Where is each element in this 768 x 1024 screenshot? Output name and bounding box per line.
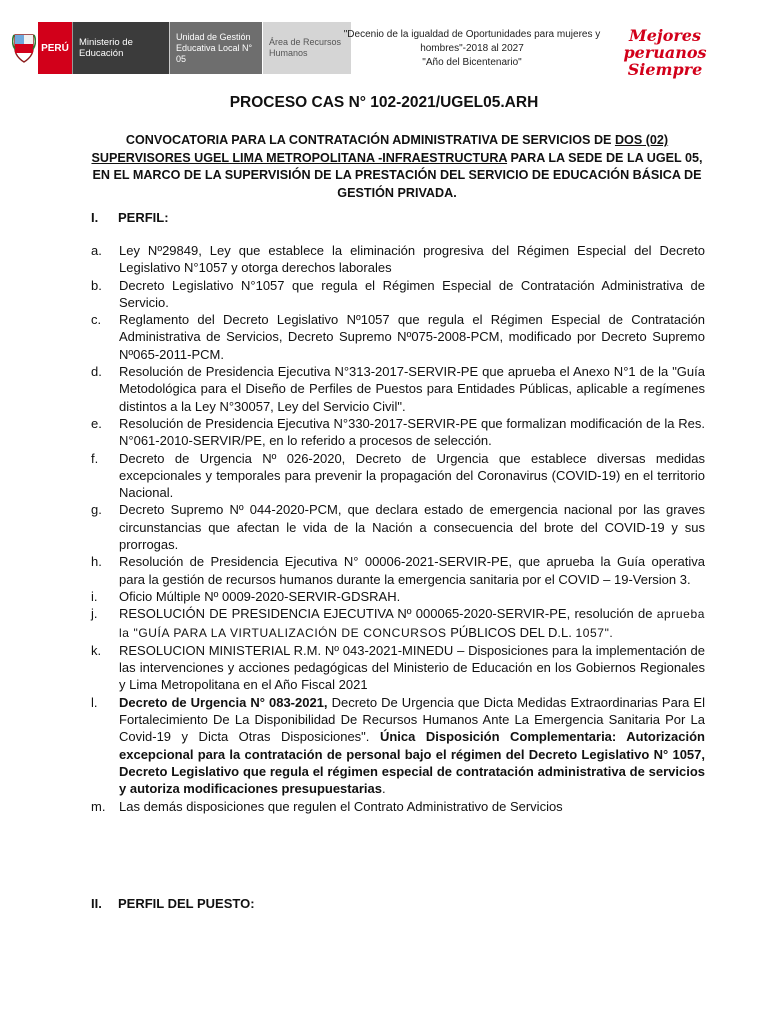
list-text-part: Decreto De Urgencia que Dicta Medidas Extraordinarias Para El Fortalecimiento De La Disponibilidad De Recursos Humanos Ante La Emergencia Sanitaria Por La Covid-19 y Dicta Otras Disposiciones".: [119, 694, 705, 745]
brand-logo: [622, 24, 708, 80]
section-1-title: PERFIL:: [118, 210, 169, 225]
convocatoria-part1: CONVOCATORIA PARA LA CONTRATACIÓN ADMINISTRATIVA DE SERVICIOS DE: [125, 133, 615, 147]
list-item: [91, 363, 705, 415]
list-marker: i.: [91, 588, 98, 604]
list-marker: d.: [91, 364, 102, 380]
list-marker: m.: [91, 798, 106, 814]
list-item: [91, 277, 705, 312]
list-text: RESOLUCION MINISTERIAL R.M. Nº 043-2021-MINEDU – Disposiciones para la implementación de las intervenciones y acciones pedagógicas del Ministerio de Educación en los Gobiernos Regionales y Lima Metropolitana en el Año Fiscal 2021: [119, 642, 705, 693]
convocatoria-heading: [90, 132, 704, 202]
brand-line1: Mejores: [629, 26, 701, 45]
list-text-part: .: [381, 781, 386, 797]
ministry-label: Ministerio de Educación: [72, 22, 169, 74]
list-marker: h.: [91, 554, 102, 570]
list-text: Decreto de Urgencia Nº 026-2020, Decreto de Urgencia que establece diversas medidas excepcionales y temporales para prevenir la propagación del Coronavirus (COVID-19) en el territorio Nacional.: [119, 450, 705, 501]
list-text: Reglamento del Decreto Legislativo Nº1057 que regula el Régimen Especial de Contratación Administrativa de Servicios, Decreto Supremo Nº075-2008-PCM, modificado por Decreto Supremo Nº065-2011-PCM.: [119, 312, 705, 362]
list-text: [119, 605, 705, 642]
list-text-part: aprueba la "GUÍA PARA LA VIRTUALIZACIÓN DE CONCURSOS: [119, 607, 705, 640]
list-text-part: RESOLUCIÓN DE PRESIDENCIA EJECUTIVA Nº 000065-2020-SERVIR-PE, resolución de: [119, 606, 657, 622]
list-marker: b.: [91, 277, 102, 293]
list-marker: f.: [91, 450, 99, 466]
list-item: [91, 501, 705, 553]
list-text: Las demás disposiciones que regulen el Contrato Administrativo de Servicios: [119, 798, 563, 814]
list-item: [91, 605, 705, 642]
list-marker: l.: [91, 694, 98, 710]
decenio-line1: "Decenio de la igualdad de Oportunidades para mujeres y hombres"-2018 al 2027: [343, 29, 601, 54]
list-text-part: PÚBLICOS DEL D.L.: [446, 624, 576, 640]
convocatoria-part2: PARA LA SEDE DE LA UGEL 05, EN EL MARCO DE LA SUPERVISIÓN DE LA PRESTACIÓN DEL SERVICIO DE EDUCACIÓN BÁSICA DE GESTIÓN PRIVADA.: [92, 150, 703, 200]
section-2-title: PERFIL DEL PUESTO:: [118, 896, 255, 911]
list-marker: j.: [91, 606, 98, 622]
list-item: [91, 311, 705, 363]
brand-line2: peruanos: [623, 43, 707, 62]
list-text: Ley Nº29849, Ley que establece la eliminación progresiva del Régimen Especial del Decreto Legislativo N°1057 y otorga derechos laborales: [119, 243, 705, 276]
section-1-heading: [91, 210, 169, 225]
section-2-heading: [91, 896, 255, 911]
unit-label: Unidad de Gestión Educativa Local N° 05: [169, 22, 262, 74]
section-2-number: II.: [91, 896, 102, 911]
decenio-text: [336, 28, 608, 70]
document-title: PROCESO CAS N° 102-2021/UGEL05.ARH: [229, 94, 539, 111]
legal-basis-list: [91, 242, 705, 815]
list-text: Resolución de Presidencia Ejecutiva N° 00006-2021-SERVIR-PE, que aprueba la Guía operativa para la gestión de recursos humanos durante la emergencia sanitaria por el COVID – 19-Version 3.: [119, 554, 705, 587]
area-label: Área de Recursos Humanos: [262, 22, 351, 74]
list-text: Resolución de Presidencia Ejecutiva N°330-2017-SERVIR-PE que formalizan modificación de la Res. N°061-2010-SERVIR/PE, en lo referido a procesos de selección.: [119, 415, 705, 449]
list-item: [91, 450, 705, 502]
list-marker: a.: [91, 243, 102, 258]
list-text-bold: Única Disposición Complementaria: Autorización excepcional para la contratación de personal bajo el régimen del Decreto Legislativo N° 1057, Decreto Legislativo que regula el régimen especial de contratación administrativa de servicios y autoriza modificaciones presupuestarias: [119, 729, 705, 797]
list-text-part: 1057".: [575, 625, 614, 640]
decenio-line2: "Año del Bicentenario": [422, 57, 522, 68]
section-1-number: I.: [91, 210, 99, 225]
list-item: [91, 553, 705, 588]
list-text: Oficio Múltiple Nº 0009-2020-SERVIR-GDSRAH.: [119, 588, 401, 604]
list-marker: c.: [91, 312, 102, 328]
list-item: [91, 588, 705, 605]
list-item: [91, 642, 705, 694]
list-text: [119, 694, 705, 798]
country-label: PERÚ: [38, 22, 72, 74]
list-item: [91, 694, 705, 798]
list-item: [91, 798, 705, 815]
list-item: [91, 242, 705, 277]
convocatoria-underlined: DOS (02) SUPERVISORES UGEL LIMA METROPOLITANA -INFRAESTRUCTURA: [91, 133, 669, 165]
coat-of-arms-icon: [10, 22, 38, 74]
list-item: [91, 415, 705, 450]
ministry-logo: [10, 22, 351, 74]
list-text: Decreto Supremo Nº 044-2020-PCM, que declara estado de emergencia nacional por las graves circunstancias que afectan le vida de la Nación a consecuencia del brote del COVID-19 y sus prorrogas.: [119, 502, 705, 553]
list-marker: k.: [91, 642, 102, 658]
list-text: Resolución de Presidencia Ejecutiva N°313-2017-SERVIR-PE que aprueba el Anexo N°1 de la "Guía Metodológica para el Diseño de Perfiles de Puestos para Entidades Públicas, aplicable a regímenes distintos a la Ley N°30057, Ley del Servicio Civil".: [119, 364, 705, 414]
list-marker: e.: [91, 415, 102, 431]
list-text: Decreto Legislativo N°1057 que regula el Régimen Especial de Contratación Administrativa de Servicio.: [119, 277, 705, 310]
list-text-bold: Decreto de Urgencia N° 083-2021,: [119, 694, 328, 710]
list-marker: g.: [91, 502, 102, 518]
brand-line3: Siempre: [627, 60, 703, 79]
